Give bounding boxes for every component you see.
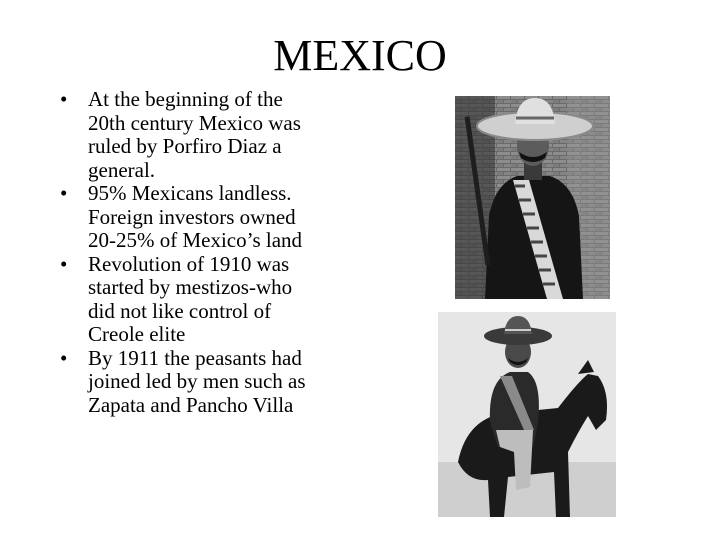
bullet-marker: • [60, 345, 68, 370]
bullet-line: joined led by men such as [88, 369, 306, 393]
bullet-item [56, 347, 356, 418]
slide-title: MEXICO [273, 31, 447, 80]
horseback-rider-photo [438, 312, 616, 517]
bullet-marker: • [60, 251, 68, 276]
bullet-line: 20th century Mexico was [88, 110, 301, 135]
bullet-list [56, 88, 356, 417]
bullet-line: 95% Mexicans landless. [88, 181, 292, 205]
bullet-line: Creole elite [88, 322, 186, 346]
revolutionary-portrait-photo [455, 96, 610, 299]
bullet-line: ruled by Porfiro Diaz a [88, 134, 282, 158]
bullet-item [56, 253, 356, 347]
bullet-line: 20-25% of Mexico’s land [88, 228, 303, 252]
bullet-line: Revolution of 1910 was [88, 251, 290, 276]
bullet-line: At the beginning of the [88, 87, 283, 111]
bullet-marker: • [60, 181, 68, 205]
bullet-line: Foreign investors owned [88, 204, 296, 229]
bullet-item [56, 88, 356, 182]
bullet-line: By 1911 the peasants had [88, 345, 302, 370]
bullet-line: did not like control of [88, 298, 272, 323]
bullet-line: Zapata and Pancho Villa [88, 392, 294, 417]
bullet-line: general. [88, 157, 156, 182]
bullet-line: started by mestizos-who [88, 275, 293, 299]
bullet-marker: • [60, 87, 68, 111]
bullet-item [56, 182, 356, 253]
